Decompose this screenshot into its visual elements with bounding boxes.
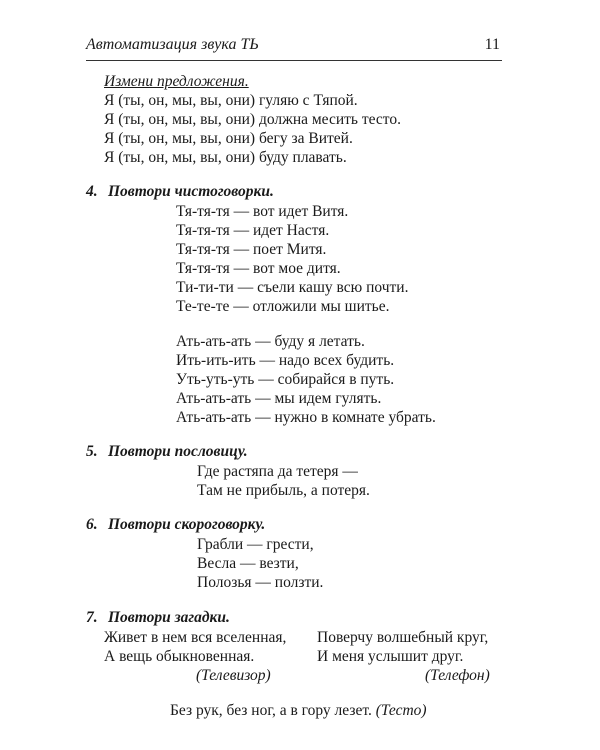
section-5-heading (86, 443, 248, 461)
tongue-twister-line: Те-те-те — отложили мы шитье. (176, 298, 390, 315)
riddle-text: Без рук, без ног, а в гору лезет. (170, 702, 372, 719)
tongue-twister-line: Весла — везти, (197, 555, 299, 572)
intro-line: Я (ты, он, мы, вы, они) бегу за Витей. (104, 130, 353, 147)
section-number: 7. (86, 609, 98, 626)
proverb-line: Там не прибыль, а потеря. (197, 482, 370, 499)
section-7-heading (86, 609, 230, 627)
section-title: Повтори скороговорку. (108, 516, 266, 533)
tongue-twister-line: Тя-тя-тя — вот идет Витя. (176, 203, 349, 220)
riddle-answer: (Тесто) (375, 702, 427, 719)
section-4-heading (86, 183, 274, 201)
tongue-twister-line: Тя-тя-тя — поет Митя. (176, 241, 327, 258)
riddle-line: Поверчу волшебный круг, (317, 629, 489, 646)
section-number: 4. (86, 183, 98, 200)
intro-line: Я (ты, он, мы, вы, они) должна месить тесто. (104, 111, 401, 128)
tongue-twister-line: Ать-ать-ать — нужно в комнате убрать. (176, 409, 436, 426)
tongue-twister-line: Полозья — ползти. (197, 574, 324, 591)
page-number: 11 (484, 36, 500, 53)
riddle-line: И меня услышит друг. (317, 648, 464, 665)
section-number: 5. (86, 443, 98, 460)
intro-line: Я (ты, он, мы, вы, они) гуляю с Тяпой. (104, 92, 358, 109)
tongue-twister-line: Грабли — грести, (197, 536, 314, 553)
page-header (86, 36, 502, 61)
riddle-line: А вещь обыкновенная. (104, 648, 255, 665)
tongue-twister-line: Ти-ти-ти — съели кашу всю почти. (176, 279, 409, 296)
exercise-instruction: Измени предложения. (104, 73, 249, 90)
section-title: Повтори загадки. (108, 609, 230, 626)
riddle-answer: (Телевизор) (196, 667, 271, 684)
section-title: Повтори пословицу. (108, 443, 248, 460)
tongue-twister-line: Уть-уть-уть — собирайся в путь. (176, 371, 395, 388)
proverb-line: Где растяпа да тетеря — (197, 463, 358, 480)
section-6-heading (86, 516, 265, 534)
tongue-twister-line: Ать-ать-ать — мы идем гулять. (176, 390, 382, 407)
riddle-line: Живет в нем вся вселенная, (104, 629, 287, 646)
section-title: Повтори чистоговорки. (108, 183, 274, 200)
tongue-twister-line: Тя-тя-тя — идет Настя. (176, 222, 330, 239)
tongue-twister-line: Ить-ить-ить — надо всех будить. (176, 352, 395, 369)
section-number: 6. (86, 516, 98, 533)
riddle-answer: (Телефон) (425, 667, 490, 684)
tongue-twister-line: Тя-тя-тя — вот мое дитя. (176, 260, 341, 277)
running-title: Автоматизация звука ТЬ (86, 36, 259, 53)
tongue-twister-line: Ать-ать-ать — буду я летать. (176, 333, 365, 350)
intro-line: Я (ты, он, мы, вы, они) буду плавать. (104, 149, 347, 166)
riddle-line (170, 702, 427, 720)
